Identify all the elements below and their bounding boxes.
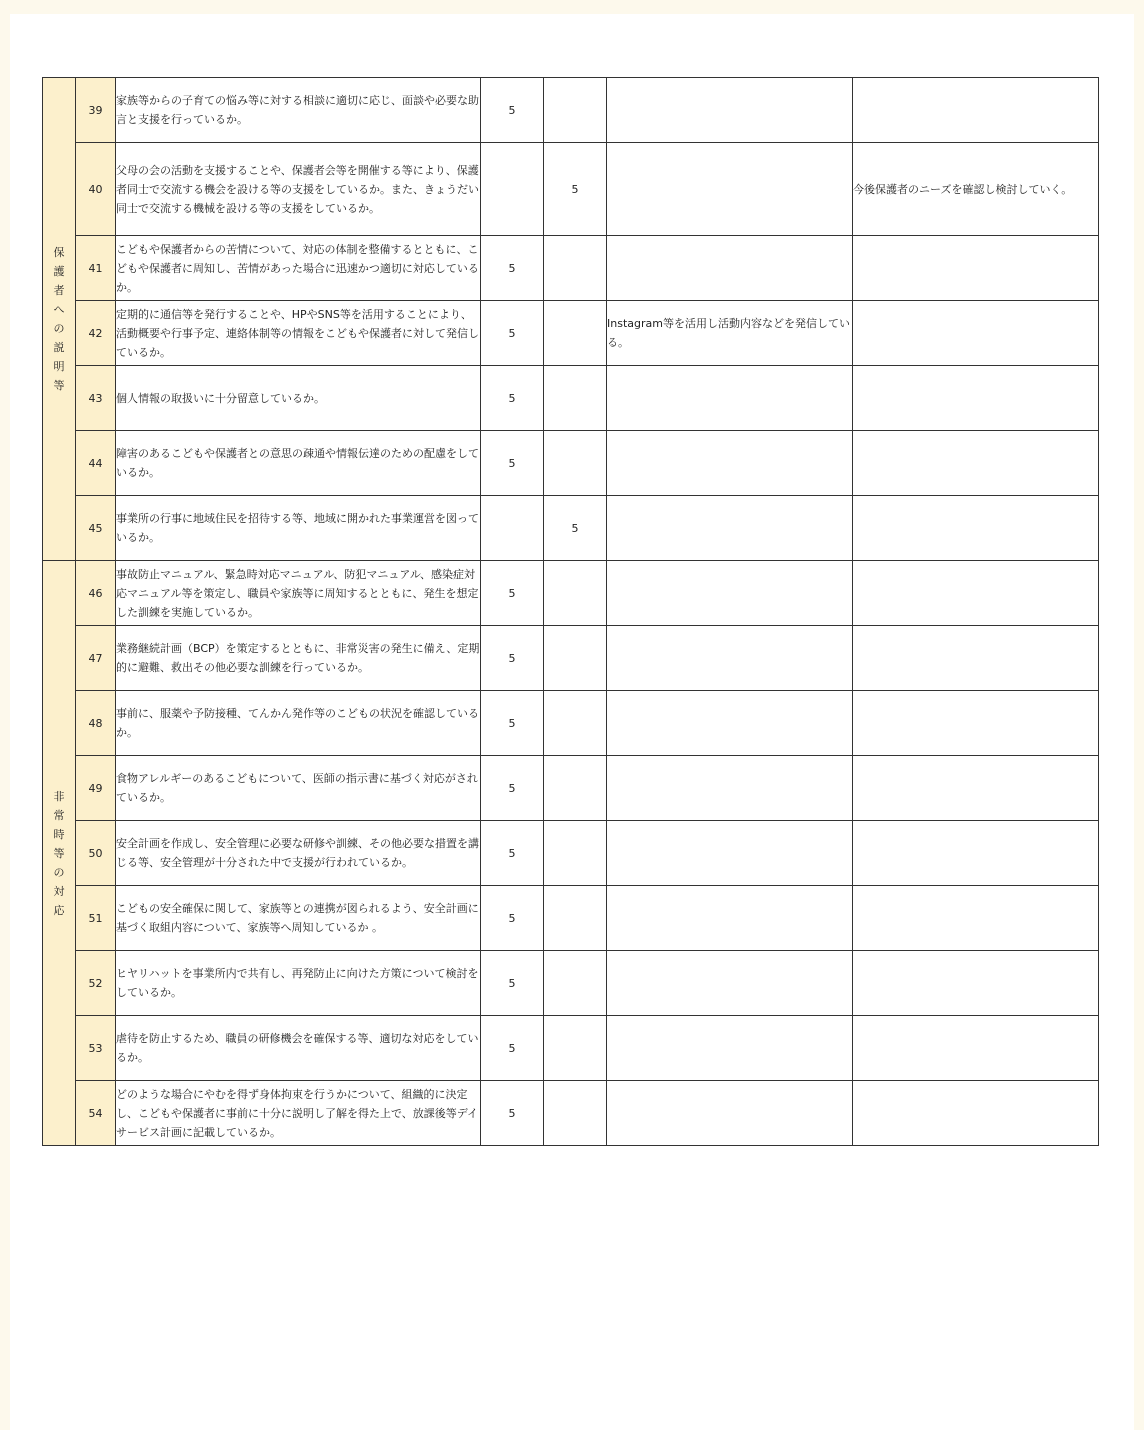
note-col2: [853, 561, 1099, 626]
note-col2: [853, 691, 1099, 756]
note-col1: [607, 1081, 853, 1146]
item-number: 51: [76, 886, 116, 951]
note-col2: [853, 821, 1099, 886]
score-col2: [544, 626, 607, 691]
category-label: 非常時等の対応: [53, 789, 65, 917]
question-text: 定期的に通信等を発行することや、HPやSNS等を活用することにより、活動概要や行事予定、連絡体制等の情報をこどもや保護者に対して発信しているか。: [116, 301, 481, 366]
question-text: 事前に、服薬や予防接種、てんかん発作等のこどもの状況を確認しているか。: [116, 691, 481, 756]
category-cell: [43, 561, 76, 1146]
table-row: [43, 1081, 1099, 1146]
table-row: [43, 951, 1099, 1016]
note-col2: [853, 78, 1099, 143]
item-number: 39: [76, 78, 116, 143]
note-col2: [853, 301, 1099, 366]
item-number: 42: [76, 301, 116, 366]
note-col1: [607, 756, 853, 821]
question-text: 業務継続計画（BCP）を策定するとともに、非常災害の発生に備え、定期的に避難、救出その他必要な訓練を行っているか。: [116, 626, 481, 691]
table-row: [43, 561, 1099, 626]
score-col1: 5: [481, 236, 544, 301]
score-col1: 5: [481, 756, 544, 821]
table-row: [43, 496, 1099, 561]
score-col2: [544, 691, 607, 756]
note-col2: [853, 366, 1099, 431]
category-label: 保護者への説明等: [53, 246, 65, 392]
question-text: 家族等からの子育ての悩み等に対する相談に適切に応じ、面談や必要な助言と支援を行っているか。: [116, 78, 481, 143]
question-text: 安全計画を作成し、安全管理に必要な研修や訓練、その他必要な措置を講じる等、安全管理が十分された中で支援が行われているか。: [116, 821, 481, 886]
question-text: こどもや保護者からの苦情について、対応の体制を整備するとともに、こどもや保護者に周知し、苦情があった場合に迅速かつ適切に対応しているか。: [116, 236, 481, 301]
score-col1: 5: [481, 821, 544, 886]
question-text: 障害のあるこどもや保護者との意思の疎通や情報伝達のための配慮をしているか。: [116, 431, 481, 496]
note-col1: [607, 821, 853, 886]
item-number: 45: [76, 496, 116, 561]
question-text: 虐待を防止するため、職員の研修機会を確保する等、適切な対応をしているか。: [116, 1016, 481, 1081]
table-row: [43, 821, 1099, 886]
table-row: [43, 78, 1099, 143]
item-number: 43: [76, 366, 116, 431]
item-number: 40: [76, 143, 116, 236]
note-col1: [607, 78, 853, 143]
table-row: [43, 366, 1099, 431]
note-col2: [853, 431, 1099, 496]
score-col1: 5: [481, 951, 544, 1016]
score-col1: 5: [481, 431, 544, 496]
table-row: [43, 143, 1099, 236]
item-number: 49: [76, 756, 116, 821]
score-col1: 5: [481, 626, 544, 691]
note-col1: [607, 626, 853, 691]
table-row: [43, 691, 1099, 756]
score-col1: [481, 143, 544, 236]
score-col2: 5: [544, 143, 607, 236]
table-row: [43, 886, 1099, 951]
note-col2: [853, 236, 1099, 301]
score-col1: 5: [481, 1081, 544, 1146]
score-col2: [544, 951, 607, 1016]
item-number: 48: [76, 691, 116, 756]
score-col2: [544, 301, 607, 366]
note-col1: [607, 143, 853, 236]
score-col2: [544, 1016, 607, 1081]
note-col2: [853, 1016, 1099, 1081]
question-text: こどもの安全確保に関して、家族等との連携が図られるよう、安全計画に基づく取組内容について、家族等へ周知しているか 。: [116, 886, 481, 951]
note-col1: [607, 951, 853, 1016]
score-col2: [544, 1081, 607, 1146]
question-text: 事業所の行事に地域住民を招待する等、地域に開かれた事業運営を図っているか。: [116, 496, 481, 561]
category-cell: [43, 78, 76, 561]
item-number: 52: [76, 951, 116, 1016]
item-number: 47: [76, 626, 116, 691]
question-text: 父母の会の活動を支援することや、保護者会等を開催する等により、保護者同士で交流する機会を設ける等の支援をしているか。また、きょうだい同士で交流する機械を設ける等の支援をしているか。: [116, 143, 481, 236]
score-col2: [544, 886, 607, 951]
item-number: 46: [76, 561, 116, 626]
score-col2: [544, 78, 607, 143]
note-col2: [853, 626, 1099, 691]
note-col2: [853, 1081, 1099, 1146]
note-col1: [607, 886, 853, 951]
question-text: 事故防止マニュアル、緊急時対応マニュアル、防犯マニュアル、感染症対応マニュアル等を策定し、職員や家族等に周知するとともに、発生を想定した訓練を実施しているか。: [116, 561, 481, 626]
table-row: [43, 431, 1099, 496]
score-col1: 5: [481, 561, 544, 626]
table-row: [43, 626, 1099, 691]
score-col2: [544, 236, 607, 301]
note-col2: [853, 886, 1099, 951]
question-text: 食物アレルギーのあるこどもについて、医師の指示書に基づく対応がされているか。: [116, 756, 481, 821]
note-col1: [607, 561, 853, 626]
score-col1: [481, 496, 544, 561]
note-col1: [607, 691, 853, 756]
question-text: どのような場合にやむを得ず身体拘束を行うかについて、組織的に決定し、こどもや保護者に事前に十分に説明し了解を得た上で、放課後等デイサービス計画に記載しているか。: [116, 1081, 481, 1146]
score-col1: 5: [481, 691, 544, 756]
note-col2: 今後保護者のニーズを確認し検討していく。: [853, 143, 1099, 236]
question-text: 個人情報の取扱いに十分留意しているか。: [116, 366, 481, 431]
note-col1: [607, 1016, 853, 1081]
item-number: 54: [76, 1081, 116, 1146]
note-col1: [607, 496, 853, 561]
table-row: [43, 236, 1099, 301]
score-col1: 5: [481, 366, 544, 431]
score-col1: 5: [481, 886, 544, 951]
score-col2: [544, 366, 607, 431]
note-col2: [853, 496, 1099, 561]
note-col2: [853, 951, 1099, 1016]
table-row: [43, 756, 1099, 821]
score-col1: 5: [481, 78, 544, 143]
question-text: ヒヤリハットを事業所内で共有し、再発防止に向けた方策について検討をしているか。: [116, 951, 481, 1016]
evaluation-table: [42, 77, 1099, 1146]
score-col1: 5: [481, 1016, 544, 1081]
score-col2: 5: [544, 496, 607, 561]
note-col1: [607, 431, 853, 496]
note-col2: [853, 756, 1099, 821]
item-number: 41: [76, 236, 116, 301]
item-number: 53: [76, 1016, 116, 1081]
note-col1: [607, 236, 853, 301]
note-col1: Instagram等を活用し活動内容などを発信している。: [607, 301, 853, 366]
note-col1: [607, 366, 853, 431]
item-number: 50: [76, 821, 116, 886]
score-col1: 5: [481, 301, 544, 366]
score-col2: [544, 756, 607, 821]
score-col2: [544, 431, 607, 496]
table-row: [43, 1016, 1099, 1081]
item-number: 44: [76, 431, 116, 496]
score-col2: [544, 821, 607, 886]
score-col2: [544, 561, 607, 626]
table-row: [43, 301, 1099, 366]
